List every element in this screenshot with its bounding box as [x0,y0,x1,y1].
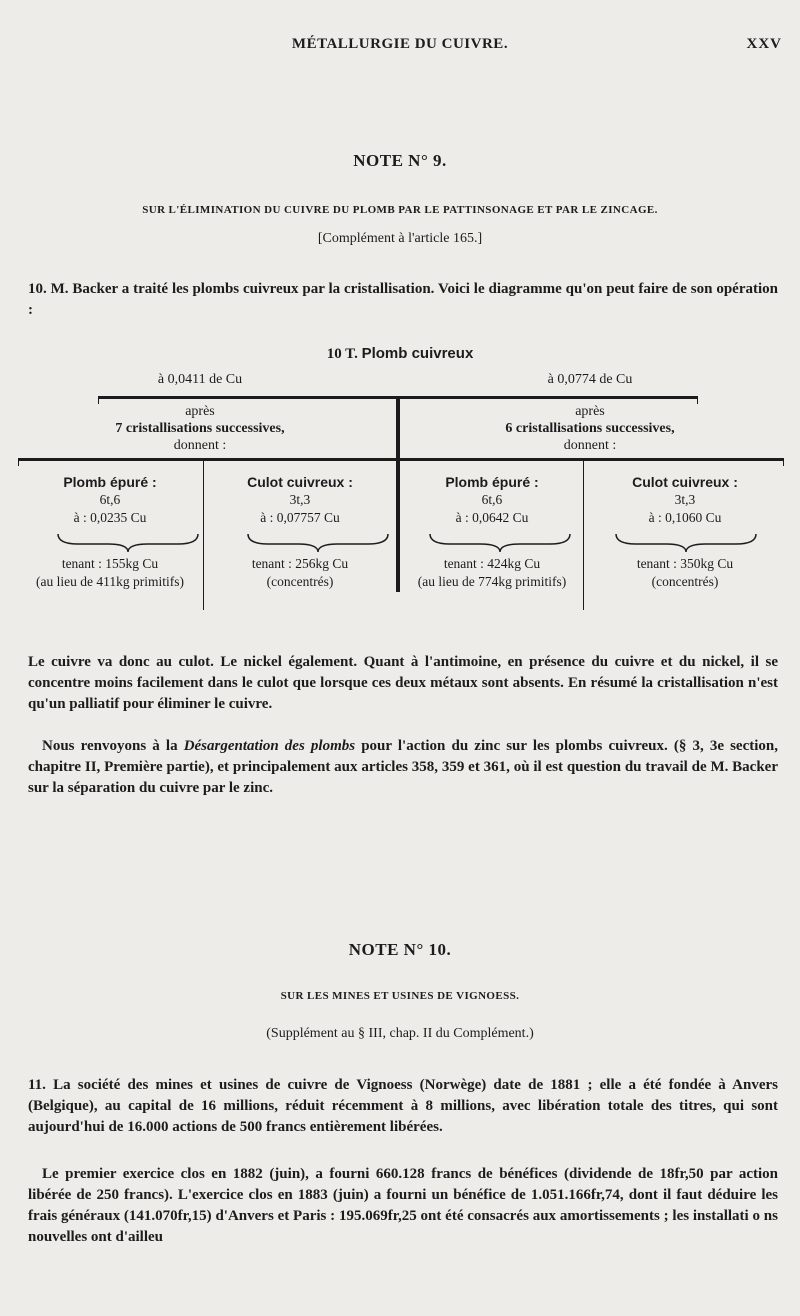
right-source-label: à 0,0774 de Cu [547,372,633,387]
running-title: MÉTALLURGIE DU CUIVRE. [291,36,509,52]
box-2-qty: 3t,3 [289,492,311,507]
article-number: 10. [28,281,47,297]
right-crystallisations: 6 cristallisations successives, [505,421,675,436]
cited-title: Désargentation des plombs [183,738,356,754]
bracket-tick [98,396,99,404]
box-4-tenant: tenant : 350kg Cu [636,556,734,571]
box-3-title: Plomb épuré : [445,474,539,490]
bracket-tick [18,458,19,466]
box-4-title: Culot cuivreux : [632,474,738,490]
box-1-note: (au lieu de 411kg primitifs) [36,574,184,589]
left-after-label: après [185,404,215,419]
left-source-label: à 0,0411 de Cu [157,372,243,387]
paragraph-text: M. Backer a traité les plombs cuivreux par la cristallisation. Voici le diagramme qu'on peut faire de son opération : [28,281,778,318]
lower-bracket-rule [18,458,784,461]
right-after-label: après [575,404,605,419]
box-3-tenant: tenant : 424kg Cu [443,556,541,571]
right-give-label: donnent : [563,438,617,453]
note10-complement: (Supplément au § III, chap. II du Complément.) [266,1026,534,1041]
box-1-tenant: tenant : 155kg Cu [61,556,159,571]
note9-subtitle: SUR L'ÉLIMINATION DU CUIVRE DU PLOMB PAR LE PATTINSONAGE ET PAR LE ZINCAGE. [142,204,658,216]
box-4-note: (concentrés) [651,574,719,589]
page-number: XXV [746,36,782,52]
left-crystallisations: 7 cristallisations successives, [115,421,285,436]
left-give-label: donnent : [173,438,227,453]
paragraph-text: pour l'action du zinc sur les plombs cuivreux. (§ 3, 3e section, chapitre II, Première partie), et principalement aux articles 358, 359 et 361, où il est question du travail de M. Backer sur la séparation du cuivre par le zinc. [28,738,779,796]
box-1-title: Plomb épuré : [63,474,157,490]
box-2-title: Culot cuivreux : [247,474,353,490]
note10-paragraph-1 [28,1075,778,1138]
box-1-content: à : 0,0235 Cu [73,510,147,525]
box-2-tenant: tenant : 256kg Cu [251,556,349,571]
note10-subtitle: SUR LES MINES ET USINES DE VIGNOESS. [280,990,520,1002]
note9-complement: [Complément à l'article 165.] [317,231,483,246]
diagram-title-main: Plomb cuivreux [361,345,474,362]
diagram-title [0,345,800,363]
box-2-content: à : 0,07757 Cu [260,510,340,525]
box-4-qty: 3t,3 [674,492,696,507]
paragraph-text: La société des mines et usines de cuivre de Vignoess (Norwège) date de 1881 ; elle a été fondée à Anvers (Belgique), au capital de 16 millions, réduit récemment à 8 millions, avec libération totale des titres, qui sont aujourd'hui de 16.000 actions de 500 francs entièrement libérées. [28,1077,778,1135]
note10-paragraph-2: Le premier exercice clos en 1882 (juin), a fourni 660.128 francs de bénéfices (dividende de 18fr,50 par action libérée de 250 francs). L'exercice clos en 1883 (juin) a fourni un bénéfice de 1.051.166fr,74, dont il faut déduire les frais généraux (141.070fr,15) d'Anvers et Paris : 195.069fr,25 ont été consacrés aux amortissements ; les installati o ns nouvelles ont d'ailleu [28,1166,778,1245]
diagram-title-prefix: 10 T. [326,346,358,362]
bracket-tick [783,458,784,466]
note9-title: NOTE N° 9. [353,151,447,170]
central-divider [396,396,400,592]
paragraph-text: Nous renvoyons à la [42,738,184,754]
box-1-qty: 6t,6 [99,492,121,507]
decorative-rule-icon [18,530,784,554]
box-4-content: à : 0,1060 Cu [648,510,722,525]
box-2-note: (concentrés) [266,574,334,589]
running-header [0,36,800,56]
bracket-tick [697,396,698,404]
box-3-note: (au lieu de 774kg primitifs) [417,574,567,589]
article-number: 11. [28,1077,46,1093]
note9-paragraph-2: Le cuivre va donc au culot. Le nickel également. Quant à l'antimoine, en présence du cuivre et du nickel, il se concentre moins facilement dans le culot que lorsque ces deux métaux sont absents. En résumé la cristallisation n'est qu'un palliatif pour éliminer le cuivre. [28,654,778,712]
note10-title: NOTE N° 10. [348,940,452,959]
note9-paragraph-1 [28,279,778,321]
box-3-content: à : 0,0642 Cu [455,510,529,525]
note9-paragraph-3 [28,736,778,799]
box-3-qty: 6t,6 [481,492,503,507]
